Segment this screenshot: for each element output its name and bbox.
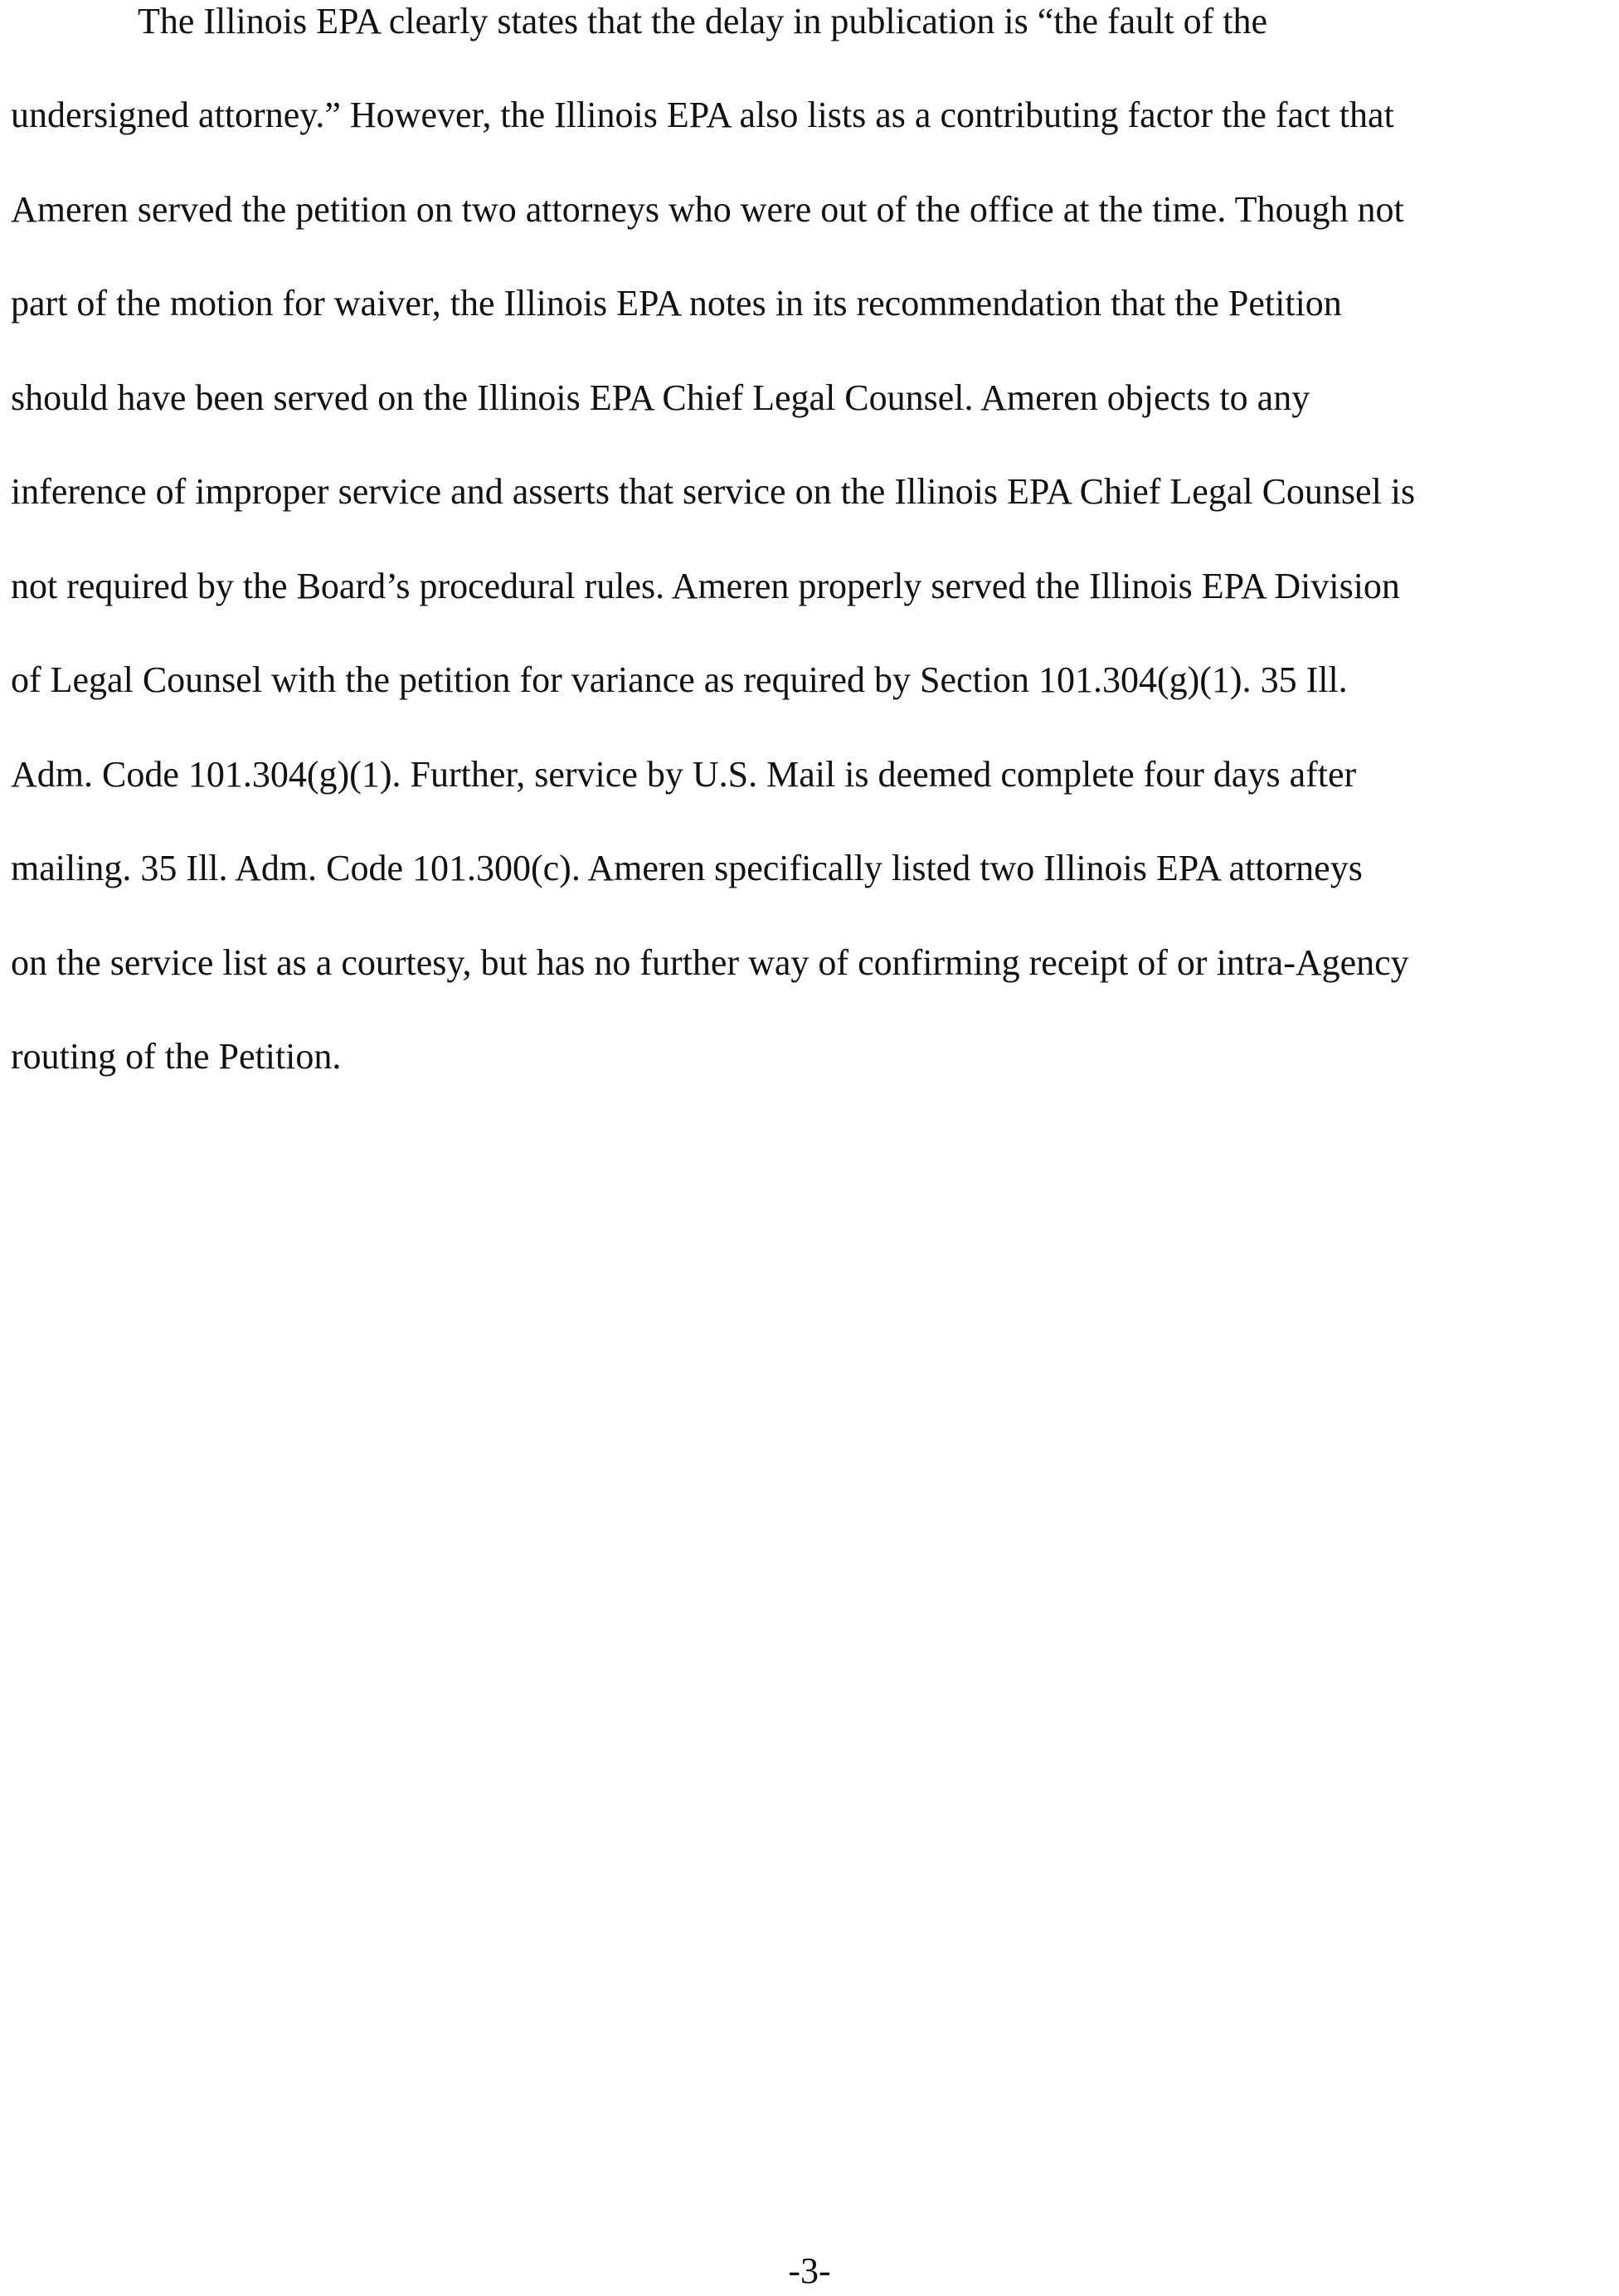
- page-number: -3-: [788, 2250, 831, 2291]
- paragraph-line: not required by the Board’s procedural rules. Ameren properly served the Illinois EPA Division: [11, 566, 1400, 606]
- paragraph-line: Ameren served the petition on two attorneys who were out of the office at the time. Though not: [11, 189, 1404, 230]
- paragraph-line: of Legal Counsel with the petition for variance as required by Section 101.304(g)(1). 35 Ill.: [11, 659, 1348, 700]
- paragraph-line: inference of improper service and asserts that service on the Illinois EPA Chief Legal Counsel is: [11, 471, 1416, 512]
- paragraph-line: on the service list as a courtesy, but has no further way of confirming receipt of or intra-Agency: [11, 942, 1409, 983]
- paragraph-line: should have been served on the Illinois EPA Chief Legal Counsel. Ameren objects to any: [11, 377, 1310, 418]
- paragraph-line: Adm. Code 101.304(g)(1). Further, service by U.S. Mail is deemed complete four days after: [11, 754, 1357, 795]
- paragraph-line: The Illinois EPA clearly states that the delay in publication is “the fault of the: [138, 1, 1268, 41]
- paragraph-line: mailing. 35 Ill. Adm. Code 101.300(c). Ameren specifically listed two Illinois EPA attorneys: [11, 848, 1363, 888]
- paragraph-line: routing of the Petition.: [11, 1036, 342, 1077]
- paragraph-line: part of the motion for waiver, the Illinois EPA notes in its recommendation that the Petition: [11, 283, 1342, 323]
- paragraph-line: undersigned attorney.” However, the Illinois EPA also lists as a contributing factor the fact that: [11, 95, 1394, 135]
